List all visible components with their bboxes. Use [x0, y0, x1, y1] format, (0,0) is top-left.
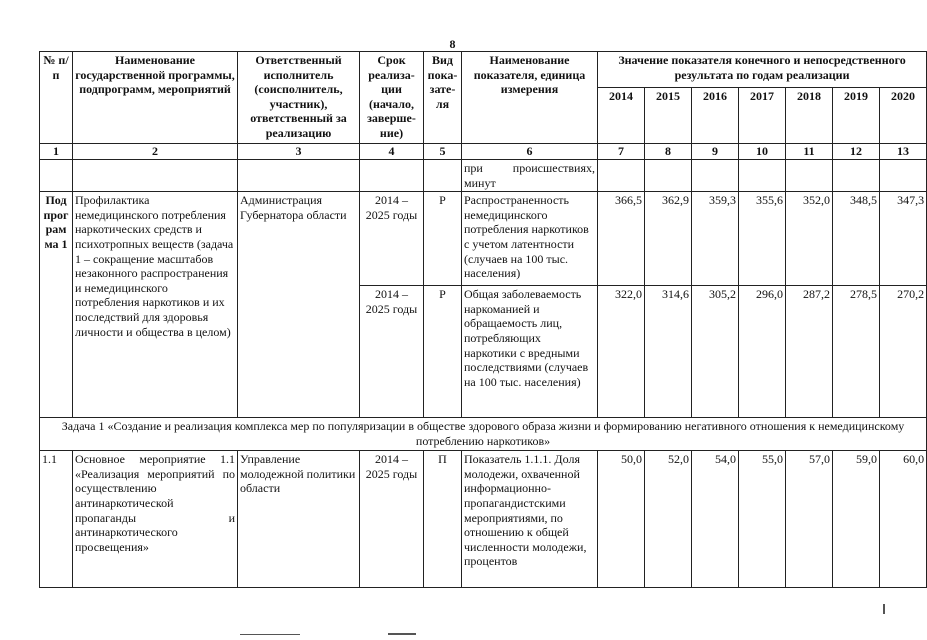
- header-year: 2017: [739, 88, 786, 144]
- column-number: 6: [462, 144, 598, 160]
- measure-number: 1.1: [40, 451, 73, 588]
- continuation-row: [40, 160, 927, 192]
- page-number: 8: [449, 37, 456, 51]
- scan-mark: [388, 633, 416, 635]
- value-cell: 355,6: [739, 192, 786, 286]
- value-cell: 57,0: [786, 451, 833, 588]
- value-cell: 362,9: [645, 192, 692, 286]
- value-cell: 52,0: [645, 451, 692, 588]
- subprogram-period: 2014 – 2025 годы: [360, 286, 424, 418]
- column-number: 5: [424, 144, 462, 160]
- measure-executor: Управление молодежной политики области: [238, 451, 360, 588]
- column-number: 7: [598, 144, 645, 160]
- value-cell: 296,0: [739, 286, 786, 418]
- value-cell: 352,0: [786, 192, 833, 286]
- column-numbers-row: [40, 144, 927, 160]
- measure-row: [40, 451, 927, 588]
- subprogram-kind: Р: [424, 192, 462, 286]
- subprogram-period: 2014 – 2025 годы: [360, 192, 424, 286]
- subprogram-name: Профилактика немедицинского потребления наркотических средств и психотропных веществ (задача 1 – сокращение масштабов незаконного распространения и немедицинского потребления наркотиков и их последствий для здоровья личности и общества в целом): [73, 192, 238, 418]
- column-number: 8: [645, 144, 692, 160]
- column-number: 1: [40, 144, 73, 160]
- header-year: 2014: [598, 88, 645, 144]
- column-number: 3: [238, 144, 360, 160]
- column-number: 10: [739, 144, 786, 160]
- task-row: [40, 418, 927, 451]
- value-cell: 359,3: [692, 192, 739, 286]
- column-number: 2: [73, 144, 238, 160]
- value-cell: 348,5: [833, 192, 880, 286]
- value-cell: 54,0: [692, 451, 739, 588]
- header-year: 2019: [833, 88, 880, 144]
- column-number: 11: [786, 144, 833, 160]
- measure-period: 2014 – 2025 годы: [360, 451, 424, 588]
- value-cell: 314,6: [645, 286, 692, 418]
- program-indicators-table: [39, 51, 927, 588]
- subprogram-indicator: Общая заболеваемость наркоманией и обращаемость лиц, потребляющих наркотики с вредными последствиями (случаев на 100 тыс. населения): [462, 286, 598, 418]
- subprogram-row-1: [40, 192, 927, 286]
- header-num: № п/п: [40, 52, 73, 144]
- measure-indicator: Показатель 1.1.1. Доля молодежи, охваченной информационно-пропагандистскими мероприятиями, по отношению к общей численности молодежи, процентов: [462, 451, 598, 588]
- column-number: 9: [692, 144, 739, 160]
- header-year: 2016: [692, 88, 739, 144]
- value-cell: 278,5: [833, 286, 880, 418]
- measure-name: Основное мероприятие 1.1 «Реализация мероприятий по осуществлению антинаркотической пропаганды и антинаркотического просвещения»: [73, 451, 238, 588]
- header-year: 2020: [880, 88, 927, 144]
- header-indicator: Наименование показателя, единица измерения: [462, 52, 598, 144]
- value-cell: 366,5: [598, 192, 645, 286]
- header-name: Наименование государственной программы, подпрограмм, мероприятий: [73, 52, 238, 144]
- scan-mark: [883, 604, 885, 614]
- column-number: 13: [880, 144, 927, 160]
- header-row-1: [40, 52, 927, 88]
- column-number: 4: [360, 144, 424, 160]
- value-cell: 305,2: [692, 286, 739, 418]
- value-cell: 287,2: [786, 286, 833, 418]
- subprogram-kind: Р: [424, 286, 462, 418]
- subprogram-indicator: Распространенность немедицинского потребления наркотиков с учетом латентности (случаев на 100 тыс. населения): [462, 192, 598, 286]
- continuation-indicator-text: при происшествиях, минут: [462, 160, 598, 192]
- column-number: 12: [833, 144, 880, 160]
- value-cell: 50,0: [598, 451, 645, 588]
- measure-kind: П: [424, 451, 462, 588]
- header-period: Срок реализа-ции (начало, заверше-ние): [360, 52, 424, 144]
- value-cell: 347,3: [880, 192, 927, 286]
- header-year: 2015: [645, 88, 692, 144]
- header-kind: Вид пока-зате-ля: [424, 52, 462, 144]
- header-year: 2018: [786, 88, 833, 144]
- scan-mark: [240, 634, 300, 635]
- task-title: Задача 1 «Создание и реализация комплекса мер по популяризации в обществе здорового образа жизни и формированию негативного отношения к немедицинскому потреблению наркотиков»: [40, 418, 927, 451]
- value-cell: 60,0: [880, 451, 927, 588]
- subprogram-executor: Администрация Губернатора области: [238, 192, 360, 418]
- value-cell: 59,0: [833, 451, 880, 588]
- value-cell: 322,0: [598, 286, 645, 418]
- header-values-title: Значение показателя конечного и непосредственного результата по годам реализации: [598, 52, 927, 88]
- value-cell: 55,0: [739, 451, 786, 588]
- value-cell: 270,2: [880, 286, 927, 418]
- subprogram-number: Под прог рам ма 1: [40, 192, 73, 418]
- header-executor: Ответственный исполнитель (соисполнитель, участник), ответственный за реализацию: [238, 52, 360, 144]
